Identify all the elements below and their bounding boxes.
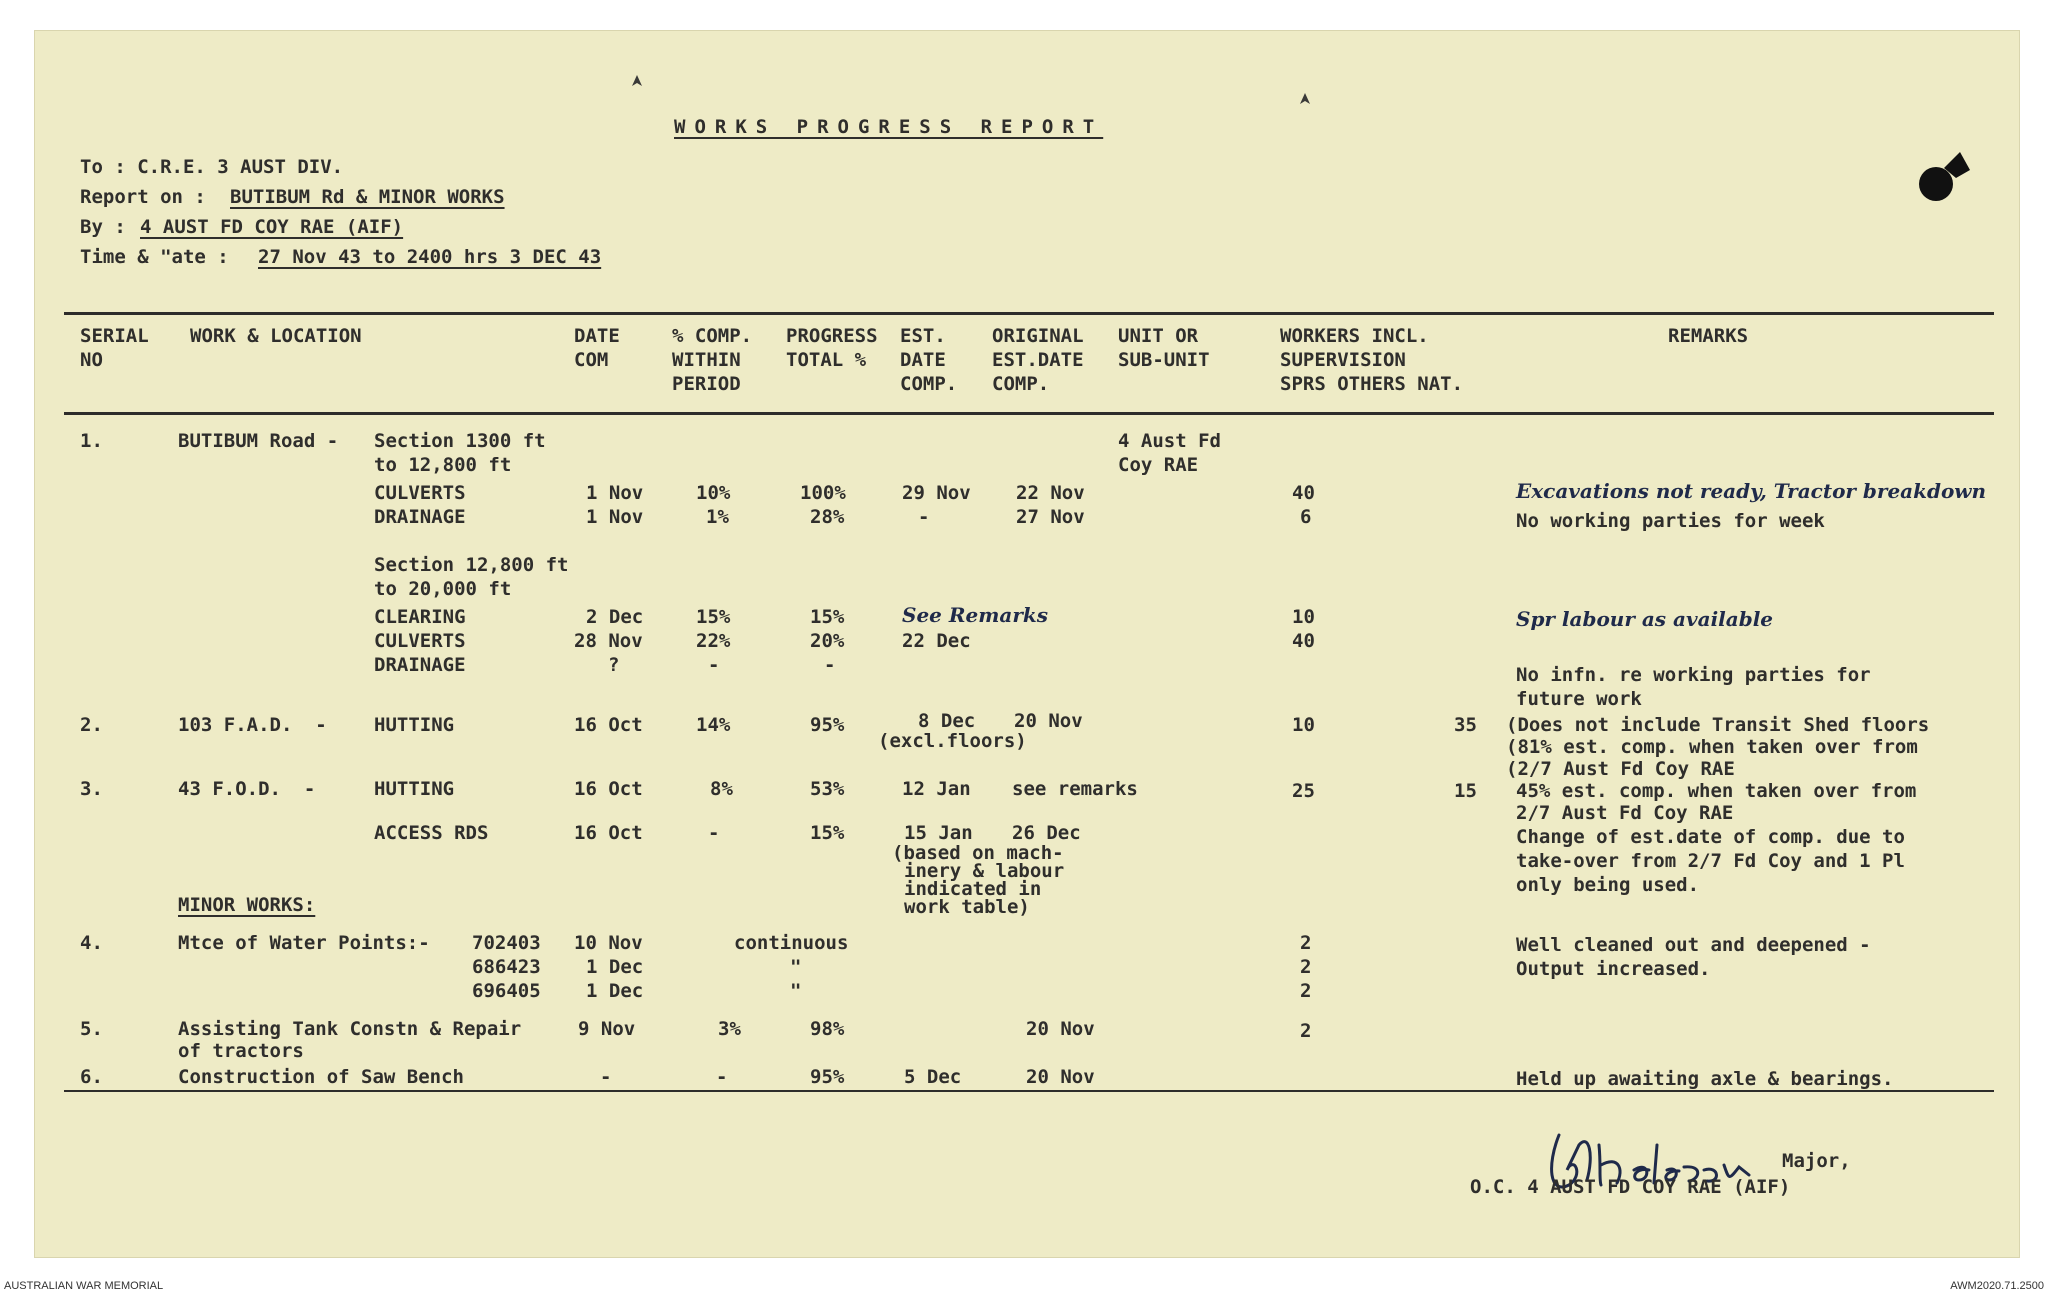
item-workers: 40 [1292,630,1315,652]
item-total: 15% [810,822,845,844]
header-within: WITHIN [672,349,741,371]
row-remark: take-over from 2/7 Fd Coy and 1 Pl [1516,850,1905,872]
item-date: 9 Nov [578,1018,636,1040]
item-date: 2 Dec [586,606,644,628]
item-pct: " [790,980,802,1002]
row-serial: 4. [80,932,103,954]
row-remark: 2/7 Aust Fd Coy RAE [1516,802,1734,824]
header-serial: SERIAL [80,325,149,347]
item-est: 12 Jan [902,778,971,800]
signoff-rank: Major, [1782,1150,1851,1172]
row-remark: No infn. re working parties for [1516,664,1871,686]
handwritten-remark: Spr labour as available [1516,607,1774,631]
header-unit: UNIT OR [1118,325,1199,347]
row-unit: 4 Aust Fd [1118,430,1221,452]
row-section-to: to 20,000 ft [374,578,512,600]
item-pct: 1% [706,506,729,528]
header-com: COM [574,349,609,371]
item-date: ? [608,654,620,676]
item-total: 15% [810,606,845,628]
table-rule-end [64,1090,1994,1092]
row-remark: Well cleaned out and deepened - [1516,934,1871,956]
row-work: 43 F.O.D. - [178,778,316,800]
item-label: CULVERTS [374,482,466,504]
item-note: (based on mach- [892,842,1064,864]
archive-reference: AWM2020.71.2500 [1950,1280,2044,1292]
header-serial-no: NO [80,349,103,371]
item-label: HUTTING [374,778,455,800]
water-point-ref: 696405 [472,980,541,1002]
row-remark: (2/7 Aust Fd Coy RAE [1506,758,1735,780]
item-workers: 2 [1300,956,1312,978]
item-orig: 22 Nov [1016,482,1085,504]
time-date-label: Time & "ate : [80,246,241,268]
item-sprs: 10 [1292,714,1315,736]
row-serial: 2. [80,714,103,736]
header-period: PERIOD [672,373,741,395]
item-date: 1 Dec [586,980,644,1002]
row-serial: 1. [80,430,103,452]
item-est: 22 Dec [902,630,971,652]
item-total: 95% [810,1066,845,1088]
item-workers: 2 [1300,932,1312,954]
item-total: - [824,654,836,676]
item-total: 95% [810,714,845,736]
header-total: TOTAL % [786,349,867,371]
header-remarks: REMARKS [1668,325,1749,347]
item-est: 29 Nov [902,482,971,504]
item-note: work table) [904,896,1030,918]
header-progress: PROGRESS [786,325,878,347]
header-rule-bottom [64,412,1994,415]
handwritten-remark: Excavations not ready, Tractor breakdown [1516,479,1987,503]
item-orig: 20 Nov [1026,1018,1095,1040]
item-pct: continuous [734,932,849,954]
punch-hole-icon [630,74,644,88]
item-workers: 2 [1300,980,1312,1002]
item-pct: 14% [696,714,731,736]
item-est-note: (excl.floors) [878,730,1027,752]
item-pct: 22% [696,630,731,652]
row-remark: only being used. [1516,874,1700,896]
item-workers: 40 [1292,482,1315,504]
archive-credit: AUSTRALIAN WAR MEMORIAL [4,1280,164,1292]
report-on-label: Report on : [80,186,218,208]
item-orig: 26 Dec [1012,822,1081,844]
row-serial: 3. [80,778,103,800]
report-title: WORKS PROGRESS REPORT [674,116,1104,138]
item-note: inery & labour [904,860,1065,882]
header-sub-unit: SUB-UNIT [1118,349,1210,371]
item-pct: - [716,1066,728,1088]
punch-hole-icon [1298,92,1312,106]
row-work: Construction of Saw Bench [178,1066,464,1088]
item-date: 16 Oct [574,714,643,736]
item-pct: 10% [696,482,731,504]
row-section: Section 12,800 ft [374,554,569,576]
header-date: DATE [574,325,620,347]
item-total: 100% [800,482,846,504]
item-label: ACCESS RDS [374,822,489,844]
header-sprs-others-nat: SPRS OTHERS NAT. [1280,373,1464,395]
item-date: 16 Oct [574,778,643,800]
report-on-value: BUTIBUM Rd & MINOR WORKS [230,186,505,208]
row-serial: 5. [80,1018,103,1040]
row-section-to: to 12,800 ft [374,454,512,476]
item-date: - [600,1066,612,1088]
water-point-ref: 702403 [472,932,541,954]
row-work: 103 F.A.D. - [178,714,327,736]
row-remark: Held up awaiting axle & bearings. [1516,1068,1894,1090]
document-sheet [34,30,2020,1258]
item-total: 20% [810,630,845,652]
time-date-value: 27 Nov 43 to 2400 hrs 3 DEC 43 [258,246,602,268]
item-workers: 6 [1300,506,1312,528]
item-note: indicated in [904,878,1042,900]
header-pct-comp: % COMP. [672,325,753,347]
item-date: 28 Nov [574,630,643,652]
item-date: 16 Oct [574,822,643,844]
row-serial: 6. [80,1066,103,1088]
row-remark: (81% est. comp. when taken over from [1506,736,1918,758]
to-line: To : C.R.E. 3 AUST DIV. [80,156,344,178]
row-section: Section 1300 ft [374,430,546,452]
minor-works-heading: MINOR WORKS: [178,894,316,916]
item-pct: - [708,654,720,676]
signoff-unit: O.C. 4 AUST FD COY RAE (AIF) [1470,1176,1791,1198]
item-total: 98% [810,1018,845,1040]
item-pct: " [790,956,802,978]
row-work: Mtce of Water Points:- [178,932,430,954]
by-label: By : [80,216,138,238]
item-date: 1 Dec [586,956,644,978]
item-est: 8 Dec [918,710,976,732]
header-est-comp: COMP. [900,373,958,395]
header-est: EST. [900,325,946,347]
item-pct: 15% [696,606,731,628]
header-workers: WORKERS INCL. [1280,325,1429,347]
header-supervision: SUPERVISION [1280,349,1406,371]
row-work: Assisting Tank Constn & Repair [178,1018,522,1040]
header-rule-top [64,312,1994,315]
item-orig: 27 Nov [1016,506,1085,528]
row-remark: No working parties for week [1516,510,1825,532]
row-remark: 45% est. comp. when taken over from [1516,780,1917,802]
ink-blot-icon [1914,148,1972,206]
header-original: ORIGINAL [992,325,1084,347]
item-pct: - [708,822,720,844]
item-label: CULVERTS [374,630,466,652]
item-label: DRAINAGE [374,506,466,528]
item-date: 1 Nov [586,482,644,504]
handwritten-est: See Remarks [902,603,1048,627]
row-work: BUTIBUM Road - [178,430,339,452]
row-remark: future work [1516,688,1642,710]
item-est: 5 Dec [904,1066,962,1088]
item-label: HUTTING [374,714,455,736]
item-date: 10 Nov [574,932,643,954]
item-orig: 20 Nov [1026,1066,1095,1088]
water-point-ref: 686423 [472,956,541,978]
item-orig: see remarks [1012,778,1138,800]
item-label: CLEARING [374,606,466,628]
item-workers: 2 [1300,1020,1312,1042]
item-label: DRAINAGE [374,654,466,676]
item-date: 1 Nov [586,506,644,528]
header-original-comp: COMP. [992,373,1050,395]
item-pct: 3% [718,1018,741,1040]
item-est: 15 Jan [904,822,973,844]
row-work-2: of tractors [178,1040,304,1062]
item-workers: 10 [1292,606,1315,628]
item-pct: 8% [710,778,733,800]
item-est: - [918,506,930,528]
item-others: 35 [1454,714,1477,736]
header-original-date: EST.DATE [992,349,1084,371]
item-total: 53% [810,778,845,800]
row-remark: Change of est.date of comp. due to [1516,826,1905,848]
header-est-date: DATE [900,349,946,371]
by-value: 4 AUST FD COY RAE (AIF) [140,216,404,238]
row-remark: Output increased. [1516,958,1711,980]
item-total: 28% [810,506,845,528]
header-work-location: WORK & LOCATION [190,325,362,347]
row-remark: (Does not include Transit Shed floors [1506,714,1930,736]
item-others: 15 [1454,780,1477,802]
row-unit-2: Coy RAE [1118,454,1199,476]
item-sprs: 25 [1292,780,1315,802]
item-orig: 20 Nov [1014,710,1083,732]
